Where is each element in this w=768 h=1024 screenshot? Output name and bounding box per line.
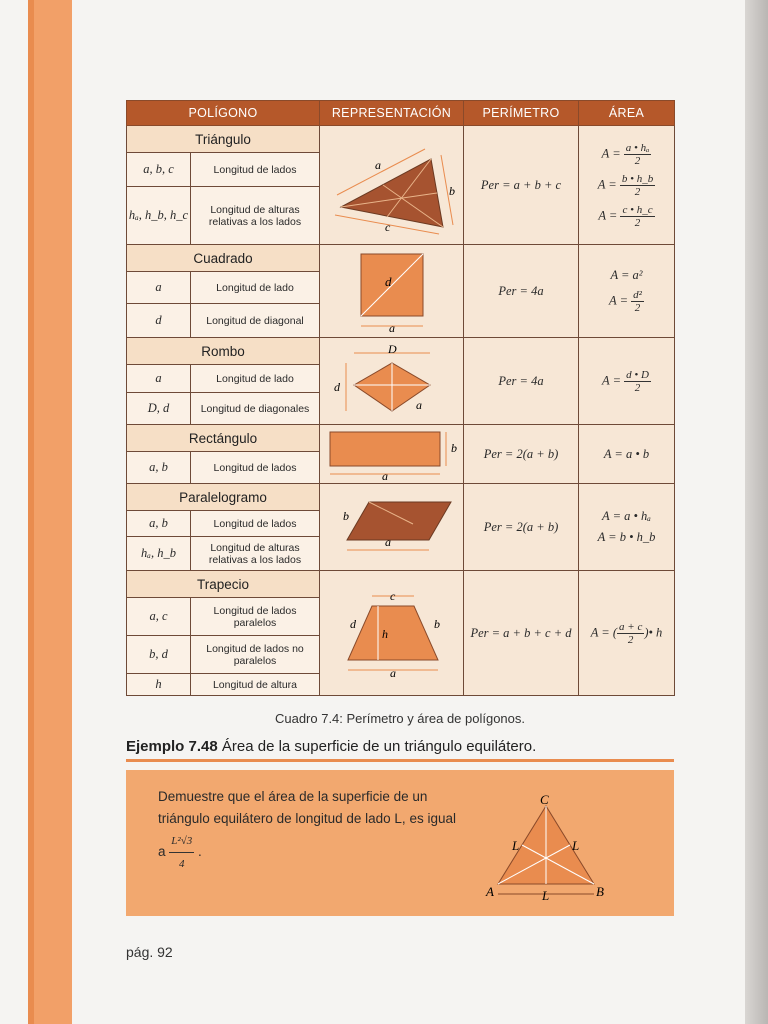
triangle-desc-heights: Longitud de alturas relativas a los lados xyxy=(191,187,320,245)
trapezoid-figure xyxy=(330,588,454,678)
label-C: C xyxy=(540,792,549,807)
triangle-area-formula: A = $\frac{c • h\_c}{2}$ xyxy=(598,203,653,229)
rectangle-label-b: b xyxy=(450,441,457,455)
triangle-var-sides: a, b, c xyxy=(127,153,191,187)
square-desc-diagonal: Longitud de diagonal xyxy=(191,304,320,338)
triangle-area-formula: A = $\frac{\text{a • hₐ}}{2}$ xyxy=(601,141,650,167)
example-formula: $\frac{\text{L²√3}}{4}$ xyxy=(169,830,194,875)
rhombus-figure xyxy=(332,341,452,421)
parallelogram-area-formula: A = b • h_b xyxy=(597,530,656,544)
triangle-figure xyxy=(327,135,457,235)
square-figure xyxy=(337,248,447,334)
rectangle-figure xyxy=(324,426,460,482)
square-var-side: a xyxy=(127,272,191,304)
triangle-label-b: b xyxy=(448,184,455,198)
rhombus-label-a: a xyxy=(415,398,422,412)
triangle-area-formula: A = $\frac{b • h\_b}{2}$ xyxy=(597,172,654,198)
parallelogram-var-sides: a, b xyxy=(127,511,191,537)
section-rectangle: Rectángulo xyxy=(127,425,320,452)
rectangle-representation xyxy=(320,425,464,484)
page-number: pág. 92 xyxy=(126,944,173,960)
section-trapezoid: Trapecio xyxy=(127,571,320,598)
rectangle-desc-sides: Longitud de lados xyxy=(191,452,320,484)
trapezoid-perimeter: Per = a + b + c + d xyxy=(464,571,579,696)
trapezoid-label-c: c xyxy=(389,589,395,603)
label-A: A xyxy=(486,884,494,899)
triangle-representation xyxy=(320,126,464,245)
parallelogram-shape xyxy=(347,502,451,540)
example-text: Demuestre que el área de la superficie de un triángulo equilátero de longitud de lado L, es igual a xyxy=(158,789,456,860)
example-rule xyxy=(126,759,674,762)
rectangle-perimeter: Per = 2(a + b) xyxy=(464,425,579,484)
square-area-formula: A = $\frac{\text{d²}}{2}$ xyxy=(609,289,642,314)
stripe-shade xyxy=(28,0,34,1024)
square-desc-side: Longitud de lado xyxy=(191,272,320,304)
trapezoid-desc-nonparallel: Longitud de lados no paralelos xyxy=(191,636,320,674)
rhombus-label-D: D xyxy=(387,342,397,356)
square-perimeter: Per = 4a xyxy=(464,245,579,338)
header-area: ÁREA xyxy=(579,101,675,126)
header-polygon: POLÍGONO xyxy=(127,101,320,126)
parallelogram-figure xyxy=(327,494,457,560)
trapezoid-representation xyxy=(320,571,464,696)
section-rhombus: Rombo xyxy=(127,338,320,365)
rectangle-area: A = a • b xyxy=(579,425,675,484)
example-heading xyxy=(126,738,536,755)
trapezoid-label-b: b xyxy=(433,617,440,631)
table-caption: Cuadro 7.4: Perímetro y área de polígonos. xyxy=(274,711,526,726)
parallelogram-representation xyxy=(320,484,464,571)
trapezoid-var-nonparallel: b, d xyxy=(127,636,191,674)
parallelogram-label-a: a xyxy=(384,535,391,549)
label-B: B xyxy=(596,884,604,899)
square-label-d: d xyxy=(384,274,391,289)
rectangle-shape xyxy=(330,432,440,466)
parallelogram-desc-heights: Longitud de alturas relativas a los lados xyxy=(191,537,320,571)
trapezoid-area-formula: A = ( $\frac{a + c}{2}$ )• h xyxy=(590,620,663,646)
trapezoid-var-height: h xyxy=(127,674,191,696)
label-L-right: L xyxy=(572,838,580,853)
trapezoid-desc-height: Longitud de altura xyxy=(191,674,320,696)
parallelogram-area xyxy=(579,484,675,571)
square-representation xyxy=(320,245,464,338)
rhombus-area xyxy=(579,338,675,425)
square-area-formula: A = a² xyxy=(610,268,643,282)
triangle-perimeter: Per = a + b + c xyxy=(464,126,579,245)
example-statement: Demuestre que el área de la superficie de un triángulo equilátero de longitud de lado L, es igual a $\frac{\text{L²√3}}{4}$ . xyxy=(158,786,458,875)
rhombus-var-side: a xyxy=(127,365,191,393)
rhombus-desc-side: Longitud de lado xyxy=(191,365,320,393)
rhombus-var-diagonals: D, d xyxy=(127,393,191,425)
trapezoid-label-h: h xyxy=(381,627,388,641)
rhombus-area-formula: A = $\frac{d • D}{2}$ xyxy=(602,368,649,394)
trapezoid-area xyxy=(579,571,675,696)
triangle-var-heights: hₐ, h_b, h_c xyxy=(127,187,191,245)
parallelogram-perimeter: Per = 2(a + b) xyxy=(464,484,579,571)
book-edge xyxy=(745,0,768,1024)
trapezoid-desc-parallel: Longitud de lados paralelos xyxy=(191,598,320,636)
section-triangle: Triángulo xyxy=(127,126,320,153)
label-L-left: L xyxy=(512,838,520,853)
rhombus-label-d: d xyxy=(333,380,340,394)
header-representation: REPRESENTACIÓN xyxy=(320,101,464,126)
trapezoid-var-parallel: a, c xyxy=(127,598,191,636)
triangle-area xyxy=(579,126,675,245)
triangle-label-c: c xyxy=(384,220,390,234)
rhombus-desc-diagonals: Longitud de diagonales xyxy=(191,393,320,425)
rectangle-var-sides: a, b xyxy=(127,452,191,484)
trapezoid-label-d: d xyxy=(349,617,356,631)
parallelogram-var-heights: hₐ, h_b xyxy=(127,537,191,571)
example-label: Ejemplo 7.48 xyxy=(126,738,218,755)
triangle-desc-sides: Longitud de lados xyxy=(191,153,320,187)
section-square: Cuadrado xyxy=(127,245,320,272)
rectangle-label-a: a xyxy=(381,469,388,482)
square-area xyxy=(579,245,675,338)
label-L-bottom: L xyxy=(542,888,550,903)
square-label-a: a xyxy=(388,321,395,334)
trapezoid-shape xyxy=(348,606,438,660)
parallelogram-label-b: b xyxy=(342,509,349,523)
polygon-table xyxy=(126,100,675,696)
equilateral-triangle-figure xyxy=(484,792,614,904)
square-var-diagonal: d xyxy=(127,304,191,338)
page-margin-stripe xyxy=(28,0,72,1024)
section-parallelogram: Paralelogramo xyxy=(127,484,320,511)
example-title: Área de la superficie de un triángulo equilátero. xyxy=(221,738,537,755)
trapezoid-label-a: a xyxy=(389,666,396,678)
triangle-label-a: a xyxy=(374,158,381,172)
parallelogram-desc-sides: Longitud de lados xyxy=(191,511,320,537)
rhombus-perimeter: Per = 4a xyxy=(464,338,579,425)
header-perimeter: PERÍMETRO xyxy=(464,101,579,126)
rhombus-representation xyxy=(320,338,464,425)
parallelogram-area-formula: A = a • hₐ xyxy=(602,509,651,523)
